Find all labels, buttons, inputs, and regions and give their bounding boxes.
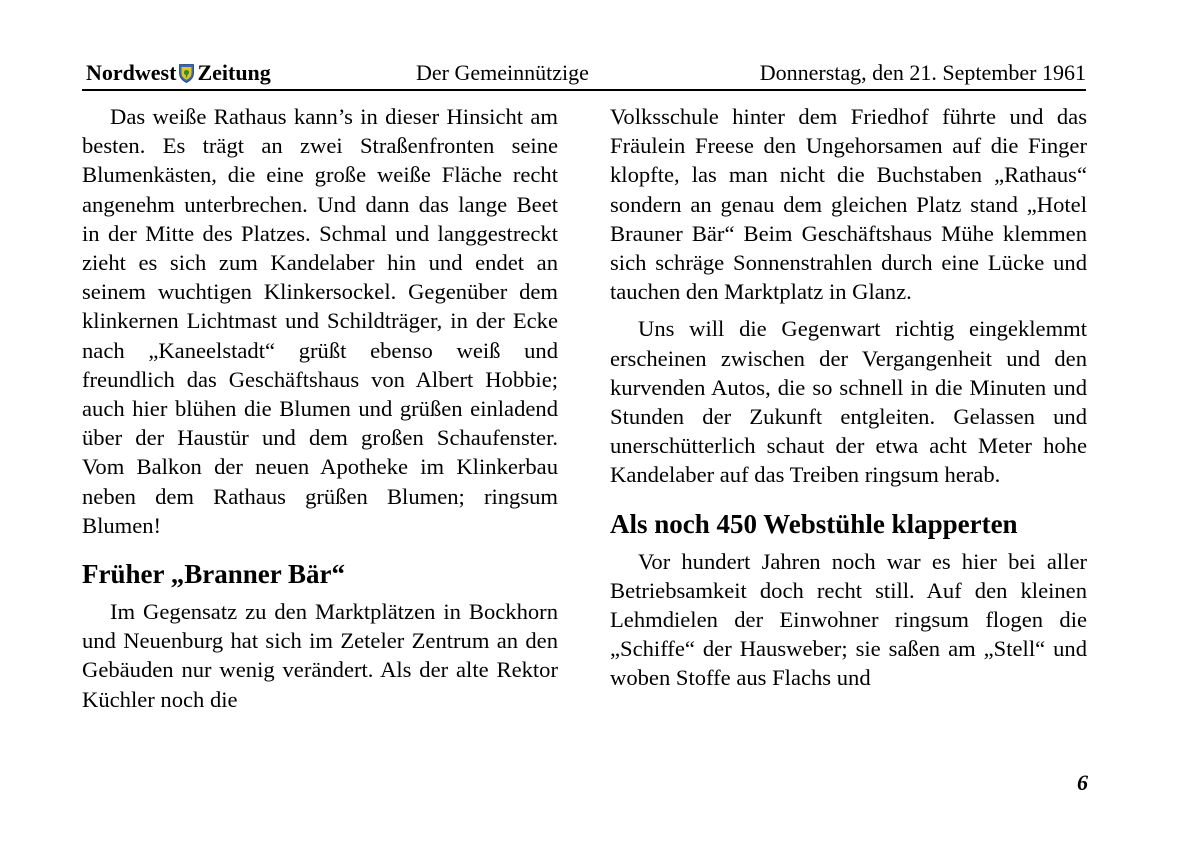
masthead-right: Zeitung — [197, 60, 271, 85]
section-title: Der Gemeinnützige — [416, 60, 589, 85]
article-paragraph: Volksschule hinter dem Friedhof führte und das Fräulein Freese den Ungehorsamen auf die Finger klopfte, las man nicht die Buchstaben „Rathaus“ sondern an genau dem gleichen Platz stand „Hotel Brauner Bär“ Beim Geschäftshaus Mühe klemmen sich schräge Sonnenstrahlen durch eine Lücke und tauchen den Marktplatz in Glanz. — [610, 104, 1087, 305]
article-paragraph: Vor hundert Jahren noch war es hier bei aller Betriebsamkeit doch recht still. Auf den kleinen Lehmdielen der Einwohner ringsum flogen die „Schiffe“ der Hausweber; sie saßen am „Stell“ und woben Stoffe aus Flachs und — [610, 548, 1087, 691]
article-paragraph: Im Gegensatz zu den Marktplätzen in Bockhorn und Neuenburg hat sich im Zeteler Zentrum an den Gebäuden nur wenig verändert. Als der alte Rektor Küchler noch die — [82, 599, 558, 712]
right-column — [610, 102, 1087, 693]
article-paragraph: Uns will die Gegenwart richtig eingeklemmt erscheinen zwischen der Vergangenheit und den kurvenden Autos, die so schnell in die Minuten und Stunden der Zukunft entgleiten. Gelassen und unerschütterlich schaut der etwa acht Meter hohe Kandelaber auf das Treiben ringsum herab. — [610, 316, 1087, 488]
page-header — [86, 58, 1086, 88]
issue-date: Donnerstag, den 21. September 1961 — [759, 60, 1086, 85]
article-paragraph: Das weiße Rathaus kann’s in dieser Hinsicht am besten. Es trägt an zwei Straßenfronten seine Blumenkästen, die eine große weiße Fläche recht angenehm unterbrechen. Und dann das lange Beet in der Mitte des Platzes. Schmal und langgestreckt zieht es sich zum Kandelaber hin und endet an seinem wuchtigen Klinkersockel. Gegenüber dem klinkernen Lichtmast und Schildträger, in der Ecke nach „Kaneelstadt“ grüßt ebenso weiß und freundlich das Geschäftshaus von Albert Hobbie; auch hier blühen die Blumen und grüßen einladend über der Haustür und dem großen Schaufenster. Vom Balkon der neuen Apotheke im Klinkerbau neben dem Rathaus grüßen Blumen; ringsum Blumen! — [82, 104, 558, 538]
coat-of-arms-icon — [179, 64, 194, 83]
page-number: 6 — [1077, 770, 1088, 795]
left-column — [82, 102, 558, 714]
section-heading: Als noch 450 Webstühle klapperten — [610, 508, 1018, 539]
masthead-left: Nordwest — [86, 60, 177, 85]
section-heading: Früher „Branner Bär“ — [82, 559, 345, 590]
masthead — [86, 58, 271, 88]
header-divider — [82, 89, 1086, 91]
